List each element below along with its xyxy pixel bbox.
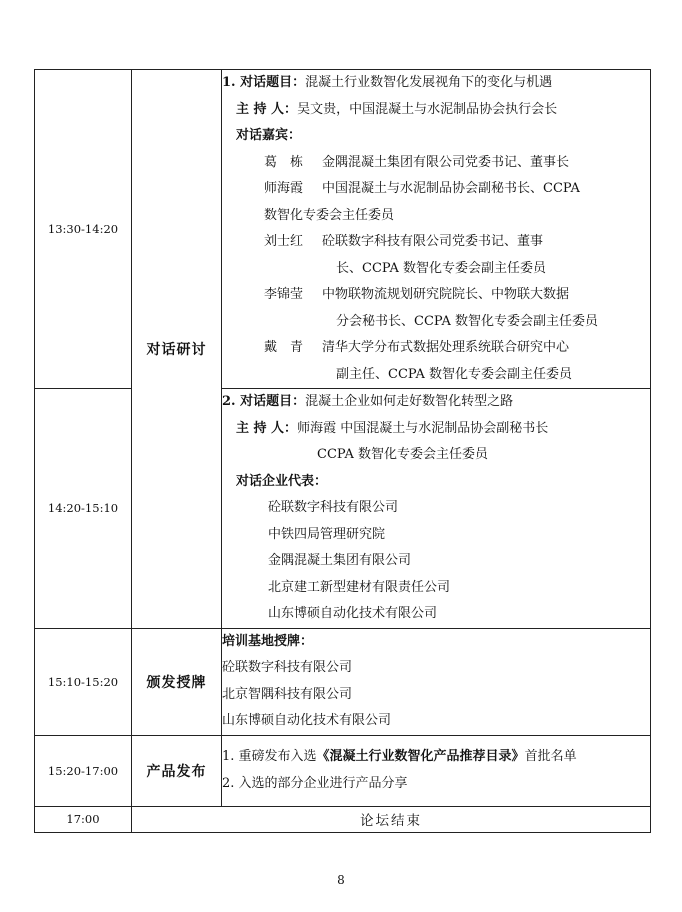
guest-entry	[222, 282, 650, 309]
topic-text: 混凝土企业如何走好数智化转型之路	[305, 394, 514, 409]
list-item: 北京智隅科技有限公司	[222, 686, 353, 702]
product-item-prefix: 1. 重磅发布入选	[222, 749, 317, 764]
host-label: 主 持 人：	[236, 101, 298, 117]
guest-title: 清华大学分布式数据处理系统联合研究中心	[322, 340, 570, 355]
time-cell: 13:30-14:20	[35, 70, 132, 389]
host-text: 师海霞 中国混凝土与水泥制品协会副秘书长	[297, 420, 549, 436]
content-cell	[222, 389, 651, 629]
time-cell: 15:10-15:20	[35, 628, 132, 735]
content-cell	[222, 628, 651, 735]
activity-cell-product: 产品发布	[132, 735, 222, 806]
guest-entry	[222, 176, 650, 203]
topic-label: 1. 对话题目：	[222, 75, 306, 90]
guest-name: 戴 青	[264, 340, 304, 355]
content-cell	[222, 70, 651, 389]
list-item: 北京建工新型建材有限责任公司	[268, 579, 451, 595]
schedule-table	[34, 69, 651, 833]
guest-title: 中国混凝土与水泥制品协会副秘书长、CCPA	[322, 181, 580, 196]
time-cell: 14:20-15:10	[35, 389, 132, 629]
content-cell	[222, 735, 651, 806]
guest-entry	[222, 229, 650, 256]
product-item-suffix: 首批名单	[524, 749, 577, 764]
list-item: 砼联数字科技有限公司	[268, 500, 399, 515]
list-item: 砼联数字科技有限公司	[222, 660, 353, 675]
schedule-row-closing	[35, 806, 651, 832]
reps-label: 对话企业代表：	[236, 473, 328, 489]
guest-title-continued: 数智化专委会主任委员	[264, 207, 395, 223]
topic-label: 2. 对话题目：	[222, 394, 306, 409]
activity-cell-dialogue: 对话研讨	[132, 70, 222, 629]
guest-title-continued: 分会秘书长、CCPA 数智化专委会副主任委员	[336, 313, 598, 329]
host-text-continued: CCPA 数智化专委会主任委员	[317, 447, 488, 462]
guest-name: 葛 栋	[264, 154, 304, 170]
time-cell: 15:20-17:00	[35, 735, 132, 806]
award-heading: 培训基地授牌：	[222, 633, 314, 649]
list-item: 山东博硕自动化技术有限公司	[222, 713, 392, 728]
host-label: 主 持 人：	[236, 420, 298, 436]
list-item: 中铁四局管理研究院	[268, 526, 386, 542]
list-item: 2. 入选的部分企业进行产品分享	[222, 775, 408, 791]
schedule-row-dialogue-2	[35, 389, 651, 629]
guest-name: 李锦莹	[264, 287, 304, 302]
guest-title: 金隅混凝土集团有限公司党委书记、董事长	[322, 154, 570, 170]
time-cell: 17:00	[35, 806, 132, 832]
guest-name: 刘士红	[264, 234, 304, 249]
guest-title: 中物联物流规划研究院院长、中物联大数据	[322, 287, 570, 302]
schedule-row-award	[35, 628, 651, 735]
schedule-row-dialogue-1	[35, 70, 651, 389]
activity-cell-award: 颁发授牌	[132, 628, 222, 735]
guest-entry	[222, 150, 650, 177]
list-item: 山东博硕自动化技术有限公司	[268, 606, 438, 621]
product-catalog-title: 《混凝土行业数智化产品推荐目录》	[316, 749, 525, 764]
list-item: 金隅混凝土集团有限公司	[268, 553, 412, 568]
guest-title: 砼联数字科技有限公司党委书记、董事	[322, 234, 544, 249]
guest-title-continued: 副主任、CCPA 数智化专委会副主任委员	[336, 366, 572, 382]
guest-name: 师海霞	[264, 181, 304, 196]
host-text: 吴文贵，中国混凝土与水泥制品协会执行会长	[297, 101, 558, 117]
page-number: 8	[337, 873, 345, 887]
closing-cell: 论坛结束	[132, 806, 651, 832]
guests-label: 对话嘉宾：	[236, 128, 302, 143]
guest-entry	[222, 335, 650, 362]
schedule-row-product	[35, 735, 651, 806]
guest-title-continued: 长、CCPA 数智化专委会副主任委员	[336, 260, 546, 276]
topic-text: 混凝土行业数智化发展视角下的变化与机遇	[305, 75, 553, 90]
